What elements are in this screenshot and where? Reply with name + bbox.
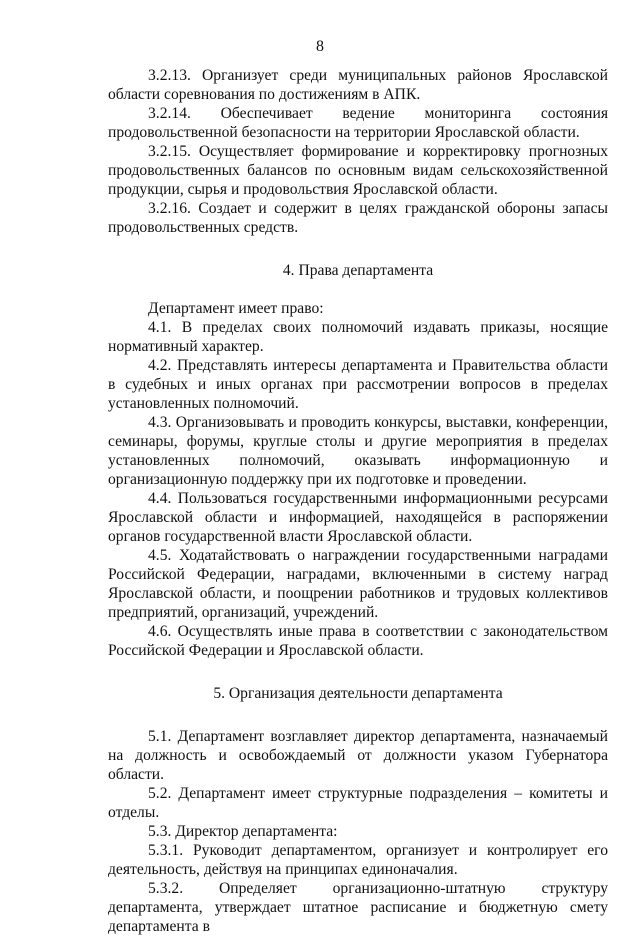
paragraph-5-2: 5.2. Департамент имеет структурные подразделения – комитеты и отделы. xyxy=(108,785,608,821)
paragraph-4-3: 4.3. Организовывать и проводить конкурсы, выставки, конференции, семинары, форумы, круглые столы и другие мероприятия в пределах установленных полномочий, оказывать информационную и организационную поддержку при их подготовке и проведении. xyxy=(108,414,608,488)
spacer xyxy=(108,703,608,727)
spacer xyxy=(108,237,608,261)
spacer xyxy=(108,280,608,299)
paragraph-4-2: 4.2. Представлять интересы департамента и Правительства области в судебных и иных органах при рассмотрении вопросов в пределах установленных полномочий. xyxy=(108,357,608,412)
paragraph-4-5: 4.5. Ходатайствовать о награждении государственными наградами Российской Федерации, наградами, включенными в систему наград Ярославской области, и поощрении работников и трудовых коллективов предприятий, организаций, учреждений. xyxy=(108,547,608,621)
paragraph-3-2-16: 3.2.16. Создает и содержит в целях гражданской обороны запасы продовольственных средств. xyxy=(108,200,608,236)
section-4-intro: Департамент имеет право: xyxy=(148,300,324,317)
paragraph-4-1: 4.1. В пределах своих полномочий издавать приказы, носящие нормативный характер. xyxy=(108,319,608,355)
spacer xyxy=(108,660,608,684)
paragraph-4-6: 4.6. Осуществлять иные права в соответствии с законодательством Российской Федерации и Ярославской области. xyxy=(108,623,608,659)
page-number: 8 xyxy=(316,38,324,55)
section-4-heading: 4. Права департамента xyxy=(282,262,434,279)
paragraph-4-4: 4.4. Пользоваться государственными информационными ресурсами Ярославской области и информацией, находящейся в распоряжении органов государственной власти Ярославской области. xyxy=(108,490,608,545)
paragraph-5-3: 5.3. Директор департамента: xyxy=(148,823,338,840)
paragraph-3-2-15: 3.2.15. Осуществляет формирование и корректировку прогнозных продовольственных балансов по основным видам сельскохозяйственной продукции, сырья и продовольствия Ярославской области. xyxy=(108,143,608,198)
document-body xyxy=(108,66,608,936)
paragraph-5-3-1: 5.3.1. Руководит департаментом, организует и контролирует его деятельность, действуя на принципах единоначалия. xyxy=(108,842,608,878)
paragraph-5-1: 5.1. Департамент возглавляет директор департамента, назначаемый на должность и освобождаемый от должности указом Губернатора области. xyxy=(108,728,608,783)
paragraph-5-3-2: 5.3.2. Определяет организационно-штатную структуру департамента, утверждает штатное расписание и бюджетную смету департамента в xyxy=(108,880,608,935)
section-5-heading: 5. Организация деятельности департамента xyxy=(213,685,503,702)
paragraph-3-2-13: 3.2.13. Организует среди муниципальных районов Ярославской области соревнования по достижениям в АПК. xyxy=(108,67,608,103)
paragraph-3-2-14: 3.2.14. Обеспечивает ведение мониторинга состояния продовольственной безопасности на территории Ярославской области. xyxy=(108,105,608,141)
